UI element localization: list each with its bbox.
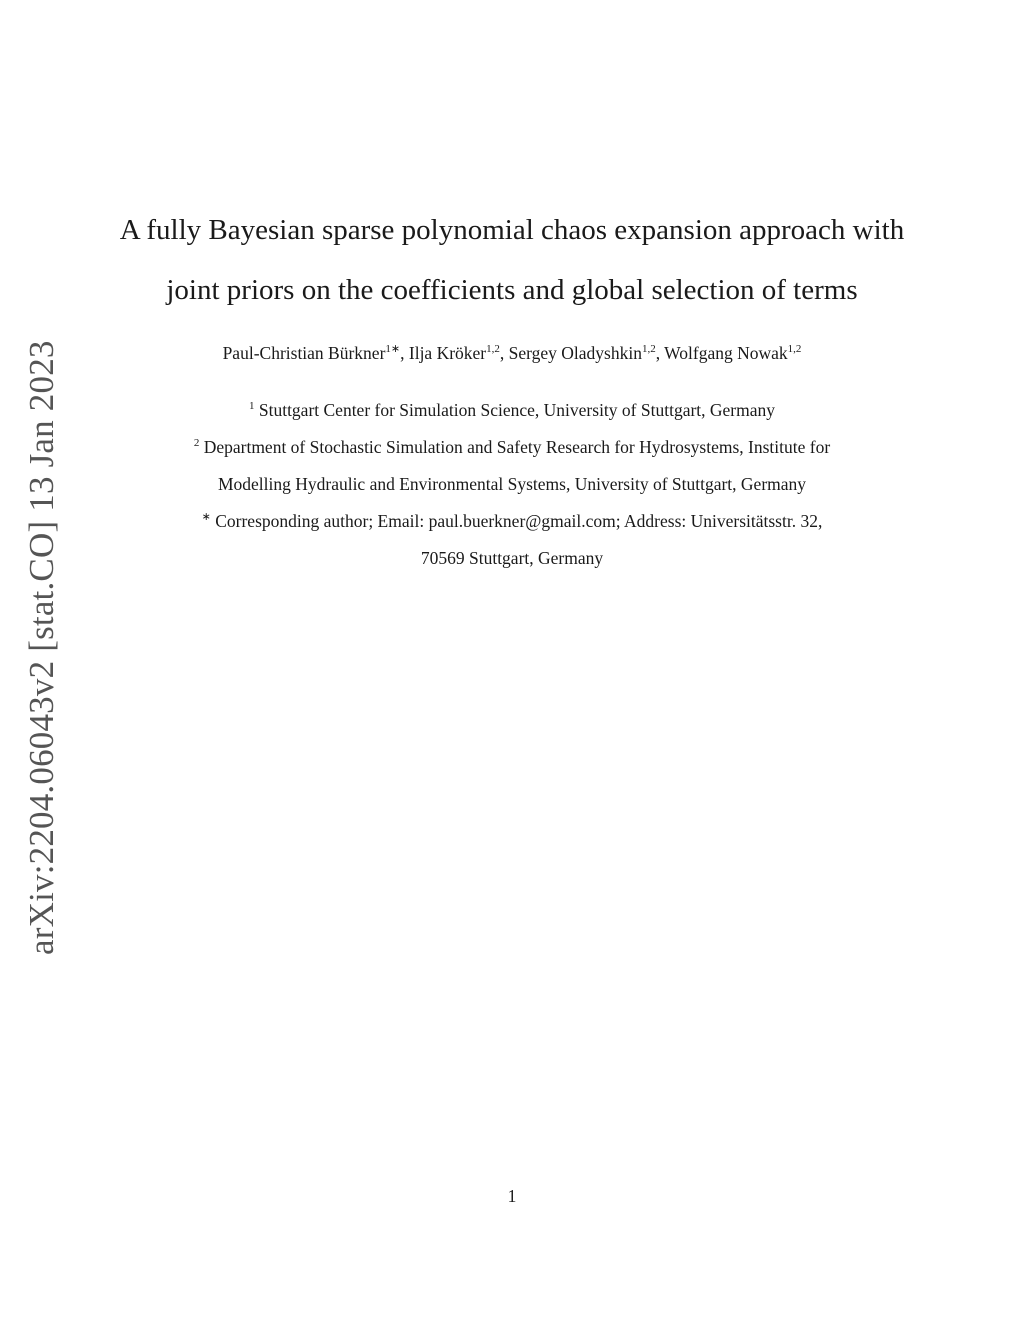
title-line-2: joint priors on the coefficients and global selection of terms [166, 274, 858, 306]
arxiv-identifier-stamp: arXiv:2204.06043v2 [stat.CO] 13 Jan 2023 [22, 340, 61, 955]
author-affiliation-mark: 1,2 [787, 343, 802, 355]
page-number: 1 [507, 1186, 517, 1206]
affiliations-block [60, 392, 964, 577]
author-name: Wolfgang Nowak [664, 343, 788, 363]
corresponding-author-line-1 [60, 503, 964, 540]
corresponding-mark: ∗ [201, 511, 211, 523]
author-affiliation-mark: 1∗ [385, 343, 401, 355]
author-name: Sergey Oladyshkin [508, 343, 642, 363]
author-affiliation-mark: 1,2 [641, 343, 656, 355]
author-separator: , [400, 343, 409, 363]
affiliation-2-line-1 [60, 429, 964, 466]
affiliation-mark: 1 [248, 400, 255, 412]
author-separator: , [655, 343, 665, 363]
affiliation-2-line-2: Modelling Hydraulic and Environmental Systems, University of Stuttgart, Germany [217, 474, 807, 494]
affiliation-mark: 2 [193, 437, 200, 449]
author-separator: , [499, 343, 509, 363]
corresponding-author-line-2: 70569 Stuttgart, Germany [420, 548, 604, 568]
paper-title [100, 200, 924, 320]
author-name: Ilja Kröker [408, 343, 487, 363]
author-list [60, 340, 964, 366]
affiliation-text: Department of Stochastic Simulation and Safety Research for Hydrosystems, Institute for [203, 437, 831, 457]
affiliation-1 [60, 392, 964, 429]
affiliation-text: Stuttgart Center for Simulation Science, University of Stuttgart, Germany [258, 400, 776, 420]
author-name: Paul-Christian Bürkner [222, 343, 386, 363]
author-affiliation-mark: 1,2 [486, 343, 500, 355]
corresponding-author-text: Corresponding author; Email: paul.buerkner@gmail.com; Address: Universitätsstr. 32, [215, 511, 823, 531]
title-line-1: A fully Bayesian sparse polynomial chaos expansion approach with [119, 214, 905, 246]
